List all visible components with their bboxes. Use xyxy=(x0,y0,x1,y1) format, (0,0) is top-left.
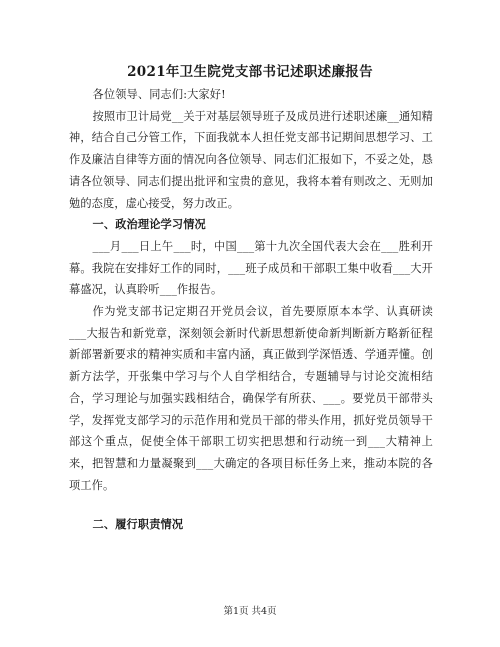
salutation: 各位领导、同志们:大家好! xyxy=(92,88,226,101)
document-title: 2021年卫生院党支部书记述职述廉报告 xyxy=(127,64,373,80)
document-body xyxy=(69,84,433,536)
page-number-footer: 第1页 共4页 xyxy=(223,606,277,617)
section-1-heading: 一、政治理论学习情况 xyxy=(92,217,206,232)
section-2-heading: 二、履行职责情况 xyxy=(92,517,184,532)
section-1-paragraph-1: ___月___日上午___时，中国___第十九次全国代表大会在___胜利开幕。我院在安排好工作的同时，___班子成员和干部职工集中收看___大开幕盛况，认真聆听___作报告。 xyxy=(69,239,433,297)
intro-paragraph: 按照市卫计局党__关于对基层领导班子及成员进行述职述廉__通知精神，结合自己分管工作，下面我就本人担任党支部书记期间思想学习、工作及廉洁自律等方面的情况向各位领导、同志们汇报如下，不妥之处，恳请各位领导、同志们提出批评和宝贵的意见，我将本着有则改之、无则加勉的态度，虚心接受，努力改正。 xyxy=(69,109,433,210)
section-1-paragraph-2: 作为党支部书记定期召开党员会议，首先要原原本本学、认真研读___大报告和新党章，深刻领会新时代新思想新使命新判断新方略新征程新部署新要求的精神实质和丰富内涵，真正做到学深悟透、学通弄懂。创新方法学，开张集中学习与个人自学相结合，专题辅导与讨论交流相结合，学习理论与加强实践相结合，确保学有所获、___。要党员干部带头学，发挥党支部学习的示范作用和党员干部的带头作用，抓好党员领导干部这个重点，促使全体干部职工切实把思想和行动统一到___大精神上来，把智慧和力量凝聚到___大确定的各项目标任务上来，推动本院的各项工作。 xyxy=(69,305,433,492)
